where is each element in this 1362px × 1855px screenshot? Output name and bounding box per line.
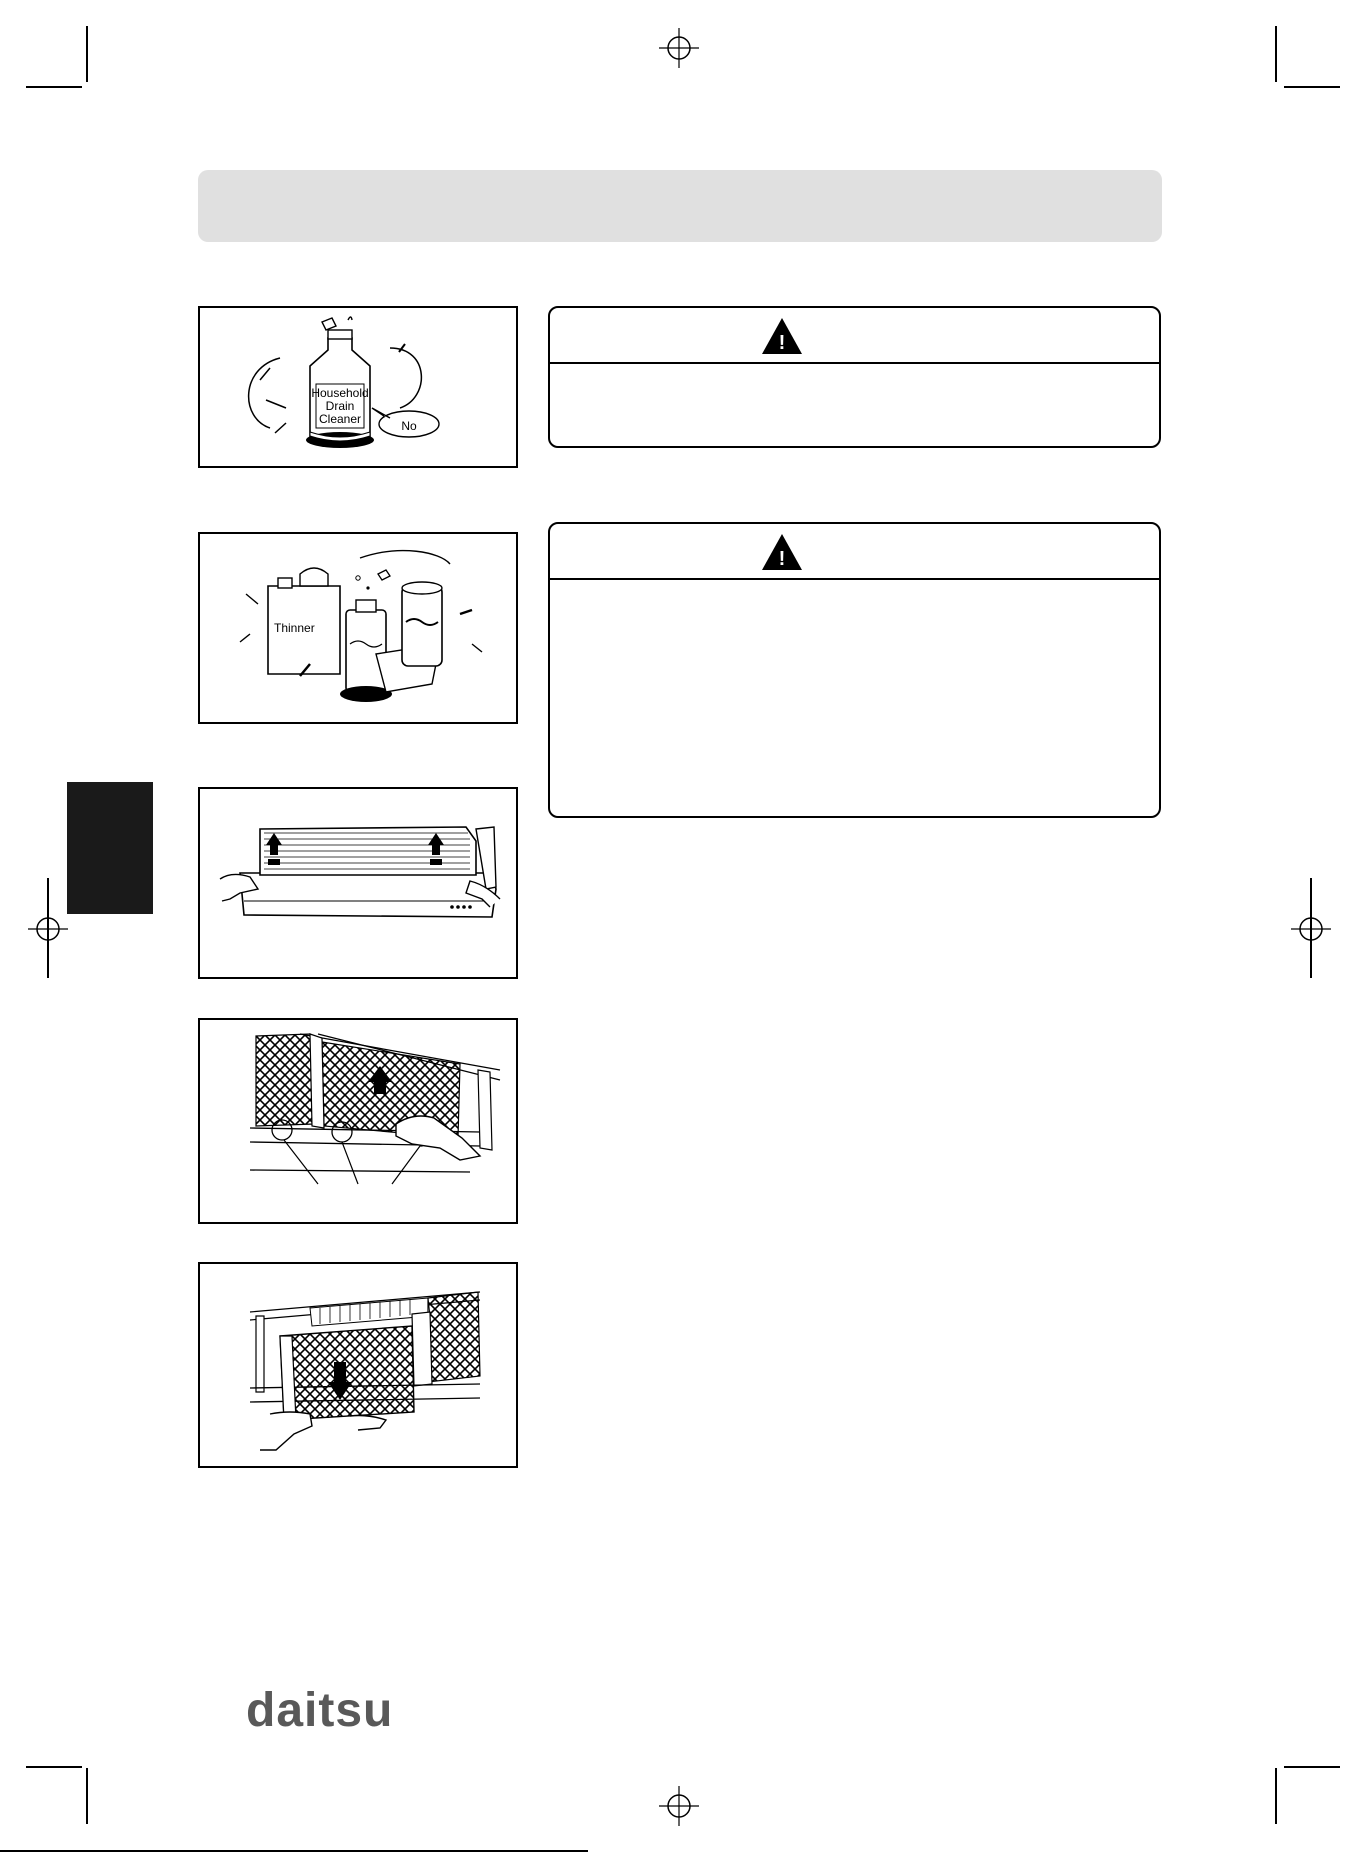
warning-header: [550, 308, 1159, 364]
section-header-bar: [198, 170, 1162, 242]
registration-mark-icon: [659, 1786, 699, 1826]
crop-mark: [86, 1768, 88, 1824]
crop-mark: [1284, 86, 1340, 88]
crop-mark: [1284, 1766, 1340, 1768]
figure-lift-filter: [198, 1018, 518, 1224]
figure-remove-filter: [198, 1262, 518, 1468]
registration-line: [1310, 878, 1312, 978]
figure-open-front-panel: [198, 787, 518, 979]
registration-line: [47, 878, 49, 978]
svg-text:!: !: [778, 548, 786, 570]
bottom-rule: [0, 1850, 588, 1852]
warning-header: [550, 524, 1159, 580]
crop-mark: [1275, 26, 1277, 82]
figure-thinner-solvents: [198, 532, 518, 724]
brand-logo: daitsu: [246, 1684, 394, 1737]
warning-box: [548, 522, 1161, 818]
crop-mark: [26, 1766, 82, 1768]
warning-box: [548, 306, 1161, 448]
bottle-label-line3: Cleaner: [318, 412, 362, 426]
chapter-side-tab: [67, 782, 153, 914]
bottle-label-line1: Household: [311, 386, 369, 400]
warning-triangle-icon: [760, 316, 804, 356]
crop-mark: [26, 86, 82, 88]
warning-triangle-icon: [760, 532, 804, 572]
thinner-label: Thinner: [274, 621, 315, 635]
no-bubble-text: No: [401, 419, 417, 433]
bottle-label-line2: Drain: [325, 399, 355, 413]
svg-text:!: !: [778, 332, 786, 354]
registration-mark-icon: [659, 28, 699, 68]
figure-drain-cleaner: [198, 306, 518, 468]
crop-mark: [86, 26, 88, 82]
crop-mark: [1275, 1768, 1277, 1824]
